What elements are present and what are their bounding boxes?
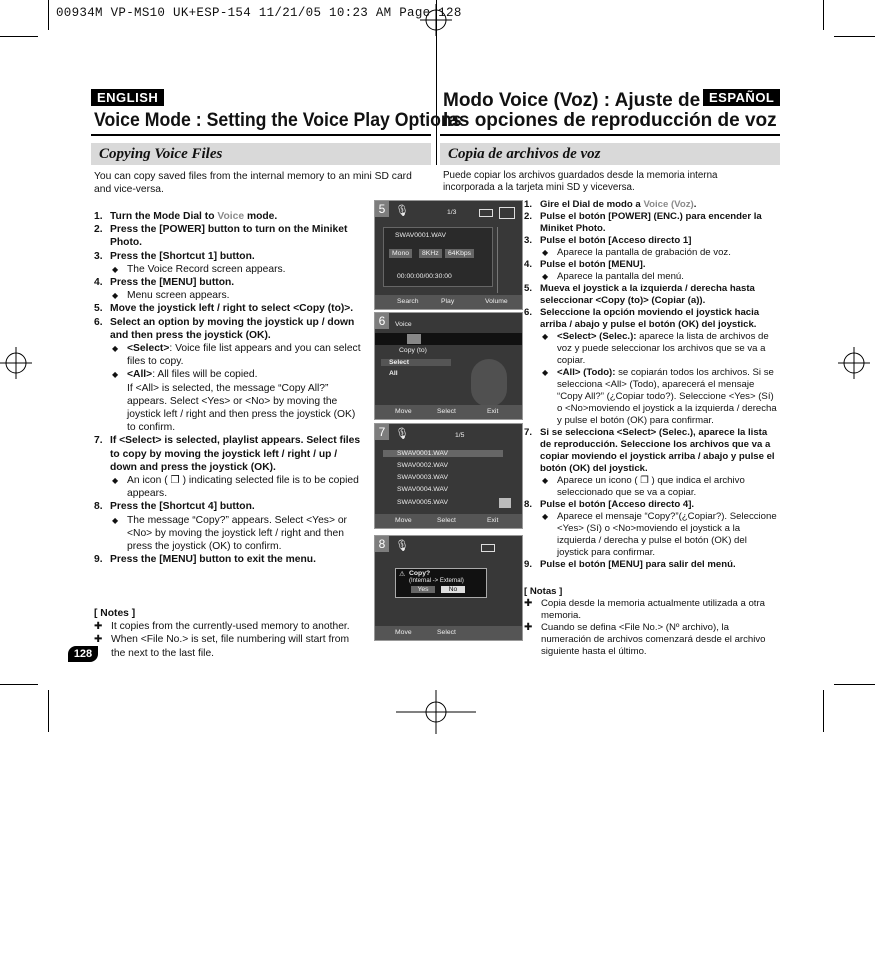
page-title-spanish-line1: Modo Voice (Voz) : Ajuste de — [443, 90, 701, 111]
step-9: 9. Press the [MENU] button to exit the menu. — [94, 554, 316, 566]
hint-select: Select — [437, 629, 456, 636]
screen-number: 7 — [375, 424, 389, 440]
copy-tab-icon — [407, 334, 421, 344]
file-counter: 1/5 — [455, 432, 465, 439]
battery-icon — [481, 544, 495, 552]
title-rule-left — [91, 134, 431, 136]
paso-1: 1. Gire el Dial de modo a Voice (Voz). — [524, 199, 697, 210]
paso-5: 5. Mueva el joystick a la izquierda / derecha hasta seleccionar <Copy (to)> (Copiar (a)). — [524, 283, 755, 306]
hint-volume: Volume — [485, 298, 508, 305]
menu-option-all[interactable]: All — [389, 370, 398, 377]
hint-exit: Exit — [487, 517, 499, 524]
file-row-5[interactable]: SWAV0005.WAV — [397, 499, 448, 506]
language-badge-spanish: ESPAÑOL — [703, 89, 780, 106]
microphone-icon: 🎙 — [395, 428, 409, 440]
hint-select: Select — [437, 408, 456, 415]
page-title-english: Voice Mode : Setting the Voice Play Options — [94, 110, 462, 131]
dialog-title: Copy? — [409, 570, 431, 577]
steps-english — [94, 210, 366, 566]
audio-khz: 8KHz — [419, 249, 442, 258]
print-header: 00934M VP-MS10 UK+ESP-154 11/21/05 10:23 AM Page 128 — [56, 6, 462, 20]
intro-english: You can copy saved files from the internal memory to an mini SD card and vice-versa. — [94, 171, 412, 196]
side-menu-icons — [497, 227, 514, 293]
section-heading-english: Copying Voice Files — [91, 143, 431, 165]
paso-6: 6. Seleccione la opción moviendo el joystick hacia arriba / abajo y pulse el botón (OK) del joystick. ◆ <Select> (Selec.): aparece la lista de archivos de voz y puede seleccionar los archivos que se va a copiar. ◆ <All> (Todo): se copiarán todos los archivos. Si se selecciona <All> (Todo), aparecerá el mensaje “Copy All?” (¿Copiar todo?). Seleccione <Yes> (Sí) o <No>moviendo el joystick a la izquierda / derecha y pulse el botón (OK) para confirmar. — [524, 307, 778, 427]
paso-9: 9. Pulse el botón [MENU] para salir del menú. — [524, 559, 736, 570]
menu-tab-bar — [375, 333, 522, 345]
hint-exit: Exit — [487, 408, 499, 415]
menu-title: Voice — [395, 321, 412, 328]
registration-mark — [838, 347, 870, 379]
file-counter: 1/3 — [447, 209, 457, 216]
file-row-3[interactable]: SWAV0003.WAV — [397, 474, 448, 481]
step-8: 8. Press the [Shortcut 4] button. ◆ The message “Copy?” appears. Select <Yes> or <No> by moving the joystick left / right and then press the joystick (OK) to confirm. — [94, 500, 366, 553]
step-7: 7. If <Select> is selected, playlist appears. Select files to copy by moving the joystick left / right / up / down and press the joystick (OK). ◆ An icon ( ❐ ) indicating selected file is to be copied appears. — [94, 434, 366, 500]
microphone-icon: 🎙 — [395, 540, 409, 552]
menu-copy-to: Copy (to) — [399, 347, 427, 354]
intro-spanish: Puede copiar los archivos guardados desde la memoria interna incorporada a la tarjeta mini SD y viceversa. — [443, 170, 718, 193]
audio-mono: Mono — [389, 249, 412, 258]
page-number: 128 — [68, 646, 98, 662]
registration-mark — [396, 690, 476, 734]
step-3: 3. Press the [Shortcut 1] button. ◆ The Voice Record screen appears. — [94, 250, 366, 276]
section-heading-spanish: Copia de archivos de voz — [440, 143, 780, 165]
step-4: 4. Press the [MENU] button. ◆ Menu screen appears. — [94, 276, 366, 302]
step-5: 5. Move the joystick left / right to select <Copy (to)>. — [94, 303, 354, 315]
battery-icon — [479, 209, 493, 217]
notes-english: [ Notes ] ✚ It copies from the currently-used memory to another. ✚ When <File No.> is set, file numbering will start from the next to the last file. — [94, 607, 366, 660]
crop-mark — [0, 36, 38, 37]
crop-mark — [0, 684, 38, 685]
microphone-icon: 🎙 — [395, 205, 409, 217]
audio-kbps: 64Kbps — [445, 249, 474, 258]
lcd-screen-5 — [374, 200, 523, 310]
lcd-screen-8 — [374, 535, 523, 641]
hint-search: Search — [397, 298, 419, 305]
hint-move: Move — [395, 408, 412, 415]
paso-4: 4. Pulse el botón [MENU]. ◆ Aparece la pantalla del menú. — [524, 259, 778, 283]
crop-mark — [48, 690, 49, 732]
file-name: SWAV0001.WAV — [395, 232, 446, 239]
file-row-2[interactable]: SWAV0002.WAV — [397, 462, 448, 469]
play-mode-icon — [499, 207, 515, 219]
paso-3: 3. Pulse el botón [Acceso directo 1] ◆ Aparece la pantalla de grabación de voz. — [524, 235, 778, 259]
step-1: 1. Turn the Mode Dial to Voice mode. — [94, 211, 278, 222]
dialog-yes-button[interactable]: Yes — [411, 586, 435, 593]
hint-move: Move — [395, 629, 412, 636]
warning-icon: ⚠ — [399, 571, 406, 578]
microphone-watermark-icon — [471, 359, 507, 407]
hint-play: Play — [441, 298, 455, 305]
screen-number: 8 — [375, 536, 389, 552]
page-title-spanish-line2: las opciones de reproducción de voz — [443, 110, 777, 131]
crop-mark — [823, 0, 824, 30]
paso-8: 8. Pulse el botón [Acceso directo 4]. ◆ Aparece el mensaje “Copy?”(¿Copiar?). Seleccione <Yes> (Sí) o <No>moviendo el joystick a la izquierda / derecha y pulse el botón (OK) del joystick para confirmar. — [524, 499, 778, 559]
menu-option-select[interactable]: Select — [381, 359, 451, 366]
lcd-screen-6 — [374, 312, 523, 420]
screen-number: 5 — [375, 201, 389, 217]
crop-mark — [48, 0, 49, 30]
notes-spanish: [ Notas ] ✚ Copia desde la memoria actualmente utilizada a otra memoria. ✚ Cuando se defina <File No.> (Nº archivo), la numeración de archivos comenzará desde el archivo siguiente hasta el último. — [524, 586, 778, 658]
dialog-no-button[interactable]: No — [441, 586, 465, 593]
file-row-4[interactable]: SWAV0004.WAV — [397, 486, 448, 493]
dialog-subtitle: (Internal -> External) — [409, 578, 464, 584]
file-row-1[interactable]: SWAV0001.WAV — [383, 450, 503, 457]
step-2: 2. Press the [POWER] button to turn on the Miniket Photo. — [94, 224, 348, 249]
hint-select: Select — [437, 517, 456, 524]
time-readout: 00:00:00/00:30:00 — [397, 273, 452, 280]
paso-2: 2. Pulse el botón [POWER] (ENC.) para encender la Miniket Photo. — [524, 211, 762, 234]
language-badge-english: ENGLISH — [91, 89, 164, 106]
hint-move: Move — [395, 517, 412, 524]
crop-mark — [823, 690, 824, 732]
registration-mark — [0, 347, 32, 379]
screen-number: 6 — [375, 313, 389, 329]
paso-7: 7. Si se selecciona <Select> (Selec.), aparece la lista de reproducción. Seleccione los archivos que va a copiar moviendo el joystick arriba / abajo y pulse el botón (OK) del joystick. ◆ Aparece un icono ( ❐ ) que indica el archivo seleccionado que se va a copiar. — [524, 427, 778, 499]
lcd-screen-7 — [374, 423, 523, 529]
copy-mark-icon — [499, 498, 511, 508]
title-rule-right — [440, 134, 780, 136]
step-6: 6. Select an option by moving the joystick up / down and then press the joystick (OK). ◆ <Select>: Voice file list appears and you can select files to copy. ◆ <All>: All files will be copied. If <All> is selected, the message “Copy All?” appears. Select <Yes> or <No> by moving the joystick left / right and then press the joystick (OK) to confirm. — [94, 316, 366, 435]
crop-mark — [834, 36, 875, 37]
steps-spanish — [524, 199, 778, 571]
crop-mark — [834, 684, 875, 685]
